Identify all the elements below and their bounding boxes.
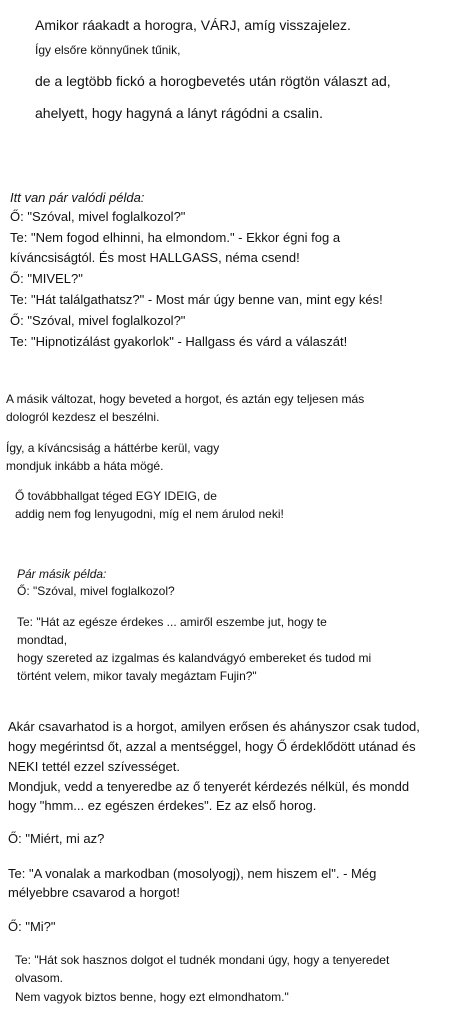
dialogue-line: Te: "Hipnotizálást gyakorlok" - Hallgass és várd a válaszát! bbox=[10, 334, 348, 349]
dialogue-line: olvasom. bbox=[15, 971, 64, 985]
dialogue-line: Ő: "Miért, mi az? bbox=[8, 831, 105, 846]
dialogue-line: Nem vagyok biztos benne, hogy ezt elmondhatom." bbox=[15, 990, 289, 1004]
paragraph-line: dologról kezdesz el beszélni. bbox=[6, 410, 160, 424]
paragraph-line: addig nem fog lenyugodni, míg el nem árulod neki! bbox=[15, 507, 284, 521]
paragraph-line: Amikor ráakadt a horogra, VÁRJ, amíg visszajelez. bbox=[35, 17, 351, 33]
dialogue-line: történt velem, mikor tavaly megáztam Fujin?" bbox=[17, 669, 257, 683]
dialogue-line: Ő: "Szóval, mivel foglalkozol?" bbox=[10, 209, 186, 224]
dialogue-line: Te: "Nem fogod elhinni, ha elmondom." - Ekkor égni fog a bbox=[10, 230, 341, 245]
dialogue-line: kíváncsiságtól. És most HALLGASS, néma csend! bbox=[10, 250, 300, 265]
dialogue-line: Ő: "Szóval, mivel foglalkozol?" bbox=[10, 313, 186, 328]
dialogue-line: Ő: "Szóval, mivel foglalkozol? bbox=[17, 584, 175, 598]
paragraph-line: Így elsőre könnyűnek tűnik, bbox=[35, 43, 181, 57]
dialogue-line: Te: "Hát sok hasznos dolgot el tudnék mondani úgy, hogy a tenyeredet bbox=[15, 953, 390, 967]
paragraph-line: ahelyett, hogy hagyná a lányt rágódni a csalin. bbox=[35, 105, 323, 121]
paragraph-line: de a legtöbb fickó a horogbevetés után rögtön választ ad, bbox=[35, 73, 391, 89]
paragraph-line: hogy "hmm... ez egészen érdekes". Ez az első horog. bbox=[8, 798, 317, 813]
example-heading: Itt van pár valódi példa: bbox=[10, 190, 145, 205]
dialogue-line: mélyebbre csavarod a horgot! bbox=[8, 885, 180, 900]
dialogue-line: hogy szereted az izgalmas és kalandvágyó embereket és tudod mi bbox=[17, 651, 372, 665]
example-heading: Pár másik példa: bbox=[17, 567, 107, 581]
paragraph-line: Így, a kíváncsiság a háttérbe kerül, vagy bbox=[6, 441, 220, 455]
paragraph-line: NEKI tettél ezzel szívességet. bbox=[8, 759, 180, 774]
dialogue-line: Te: "Hát az egésze érdekes ... amiről eszembe jut, hogy te bbox=[17, 615, 327, 629]
dialogue-line: Te: "Hát találgathatsz?" - Most már úgy benne van, mint egy kés! bbox=[10, 292, 383, 307]
paragraph-line: A másik változat, hogy beveted a horgot, és aztán egy teljesen más bbox=[6, 392, 365, 406]
paragraph-line: Ő továbbhallgat téged EGY IDEIG, de bbox=[15, 489, 217, 503]
paragraph-line: Mondjuk, vedd a tenyeredbe az ő tenyerét kérdezés nélkül, és mondd bbox=[8, 779, 410, 794]
dialogue-line: mondtad, bbox=[17, 633, 68, 647]
dialogue-line: Ő: "Mi?" bbox=[8, 919, 56, 934]
paragraph-line: hogy megérintsd őt, azzal a mentséggel, hogy Ő érdeklődött utánad és bbox=[8, 739, 416, 754]
paragraph-line: Akár csavarhatod is a horgot, amilyen erősen és ahányszor csak tudod, bbox=[8, 719, 420, 734]
dialogue-line: Ő: "MIVEL?" bbox=[10, 271, 83, 286]
dialogue-line: Te: "A vonalak a markodban (mosolyogj), nem hiszem el". - Még bbox=[8, 866, 377, 881]
paragraph-line: mondjuk inkább a háta mögé. bbox=[6, 459, 164, 473]
